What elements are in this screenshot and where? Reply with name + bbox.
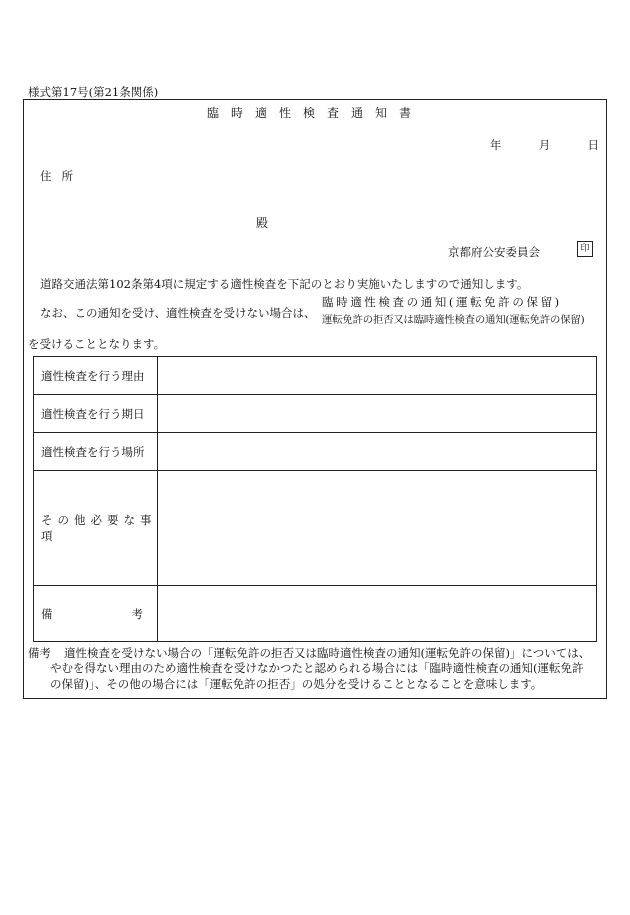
date-line bbox=[490, 137, 599, 153]
date-field[interactable] bbox=[158, 395, 596, 432]
reason-field[interactable] bbox=[158, 357, 596, 394]
place-label: 適性検査を行う場所 bbox=[34, 433, 158, 470]
honorific-dono: 殿 bbox=[256, 216, 269, 230]
reason-label: 適性検査を行う理由 bbox=[34, 357, 158, 394]
table-row-date bbox=[34, 395, 596, 433]
notes-heading: 備考 bbox=[28, 646, 51, 660]
notes-line-3: の保留)」、その他の場合には「運転免許の拒否」の処分を受けることとなることを意味します。 bbox=[50, 677, 543, 691]
notes-line-1: 適性検査を受けない場合の「運転免許の拒否又は臨時適性検査の通知(運転免許の保留)」については、 bbox=[64, 646, 591, 660]
remarks-label-left: 備 bbox=[41, 606, 53, 621]
date-label: 適性検査を行う期日 bbox=[34, 395, 158, 432]
table-row-reason bbox=[34, 357, 596, 395]
issuer-name: 京都府公安委員会 bbox=[448, 245, 540, 259]
remarks-label-right: 考 bbox=[131, 606, 143, 621]
refusal-paragraph-tail: を受けることとなります。 bbox=[28, 337, 166, 351]
table-row-place bbox=[34, 433, 596, 471]
inspection-details-table bbox=[33, 356, 597, 642]
table-row-other bbox=[34, 471, 596, 586]
date-year-label: 年 bbox=[489, 138, 502, 152]
other-matters-field[interactable] bbox=[158, 471, 596, 585]
date-month-label: 月 bbox=[538, 138, 551, 152]
notes-line-2: やむを得ない理由のため適性検査を受けなかつたと認められる場合には「臨時適性検査の通知(運転免許 bbox=[50, 661, 584, 675]
refusal-option-suspension: 臨時適性検査の通知(運転免許の保留) bbox=[322, 295, 562, 309]
notice-paragraph: 道路交通法第102条第4項に規定する適性検査を下記のとおり実施いたしますので通知します。 bbox=[40, 277, 529, 291]
other-matters-label: その他必要な事項 bbox=[34, 471, 158, 585]
document-title: 臨時適性検査通知書 bbox=[206, 106, 423, 120]
remarks-field[interactable] bbox=[158, 586, 596, 641]
place-field[interactable] bbox=[158, 433, 596, 470]
form-number-label: 様式第17号(第21条関係) bbox=[28, 85, 159, 99]
refusal-paragraph-lead: なお、この通知を受け、適性検査を受けない場合は、 bbox=[40, 306, 316, 320]
remarks-label bbox=[34, 586, 158, 641]
date-day-label: 日 bbox=[587, 138, 599, 152]
table-row-remarks bbox=[34, 586, 596, 641]
address-label: 住所 bbox=[40, 169, 83, 183]
seal-stamp: 印 bbox=[577, 241, 593, 257]
refusal-option-rejection: 運転免許の拒否又は臨時適性検査の通知(運転免許の保留) bbox=[322, 314, 585, 326]
